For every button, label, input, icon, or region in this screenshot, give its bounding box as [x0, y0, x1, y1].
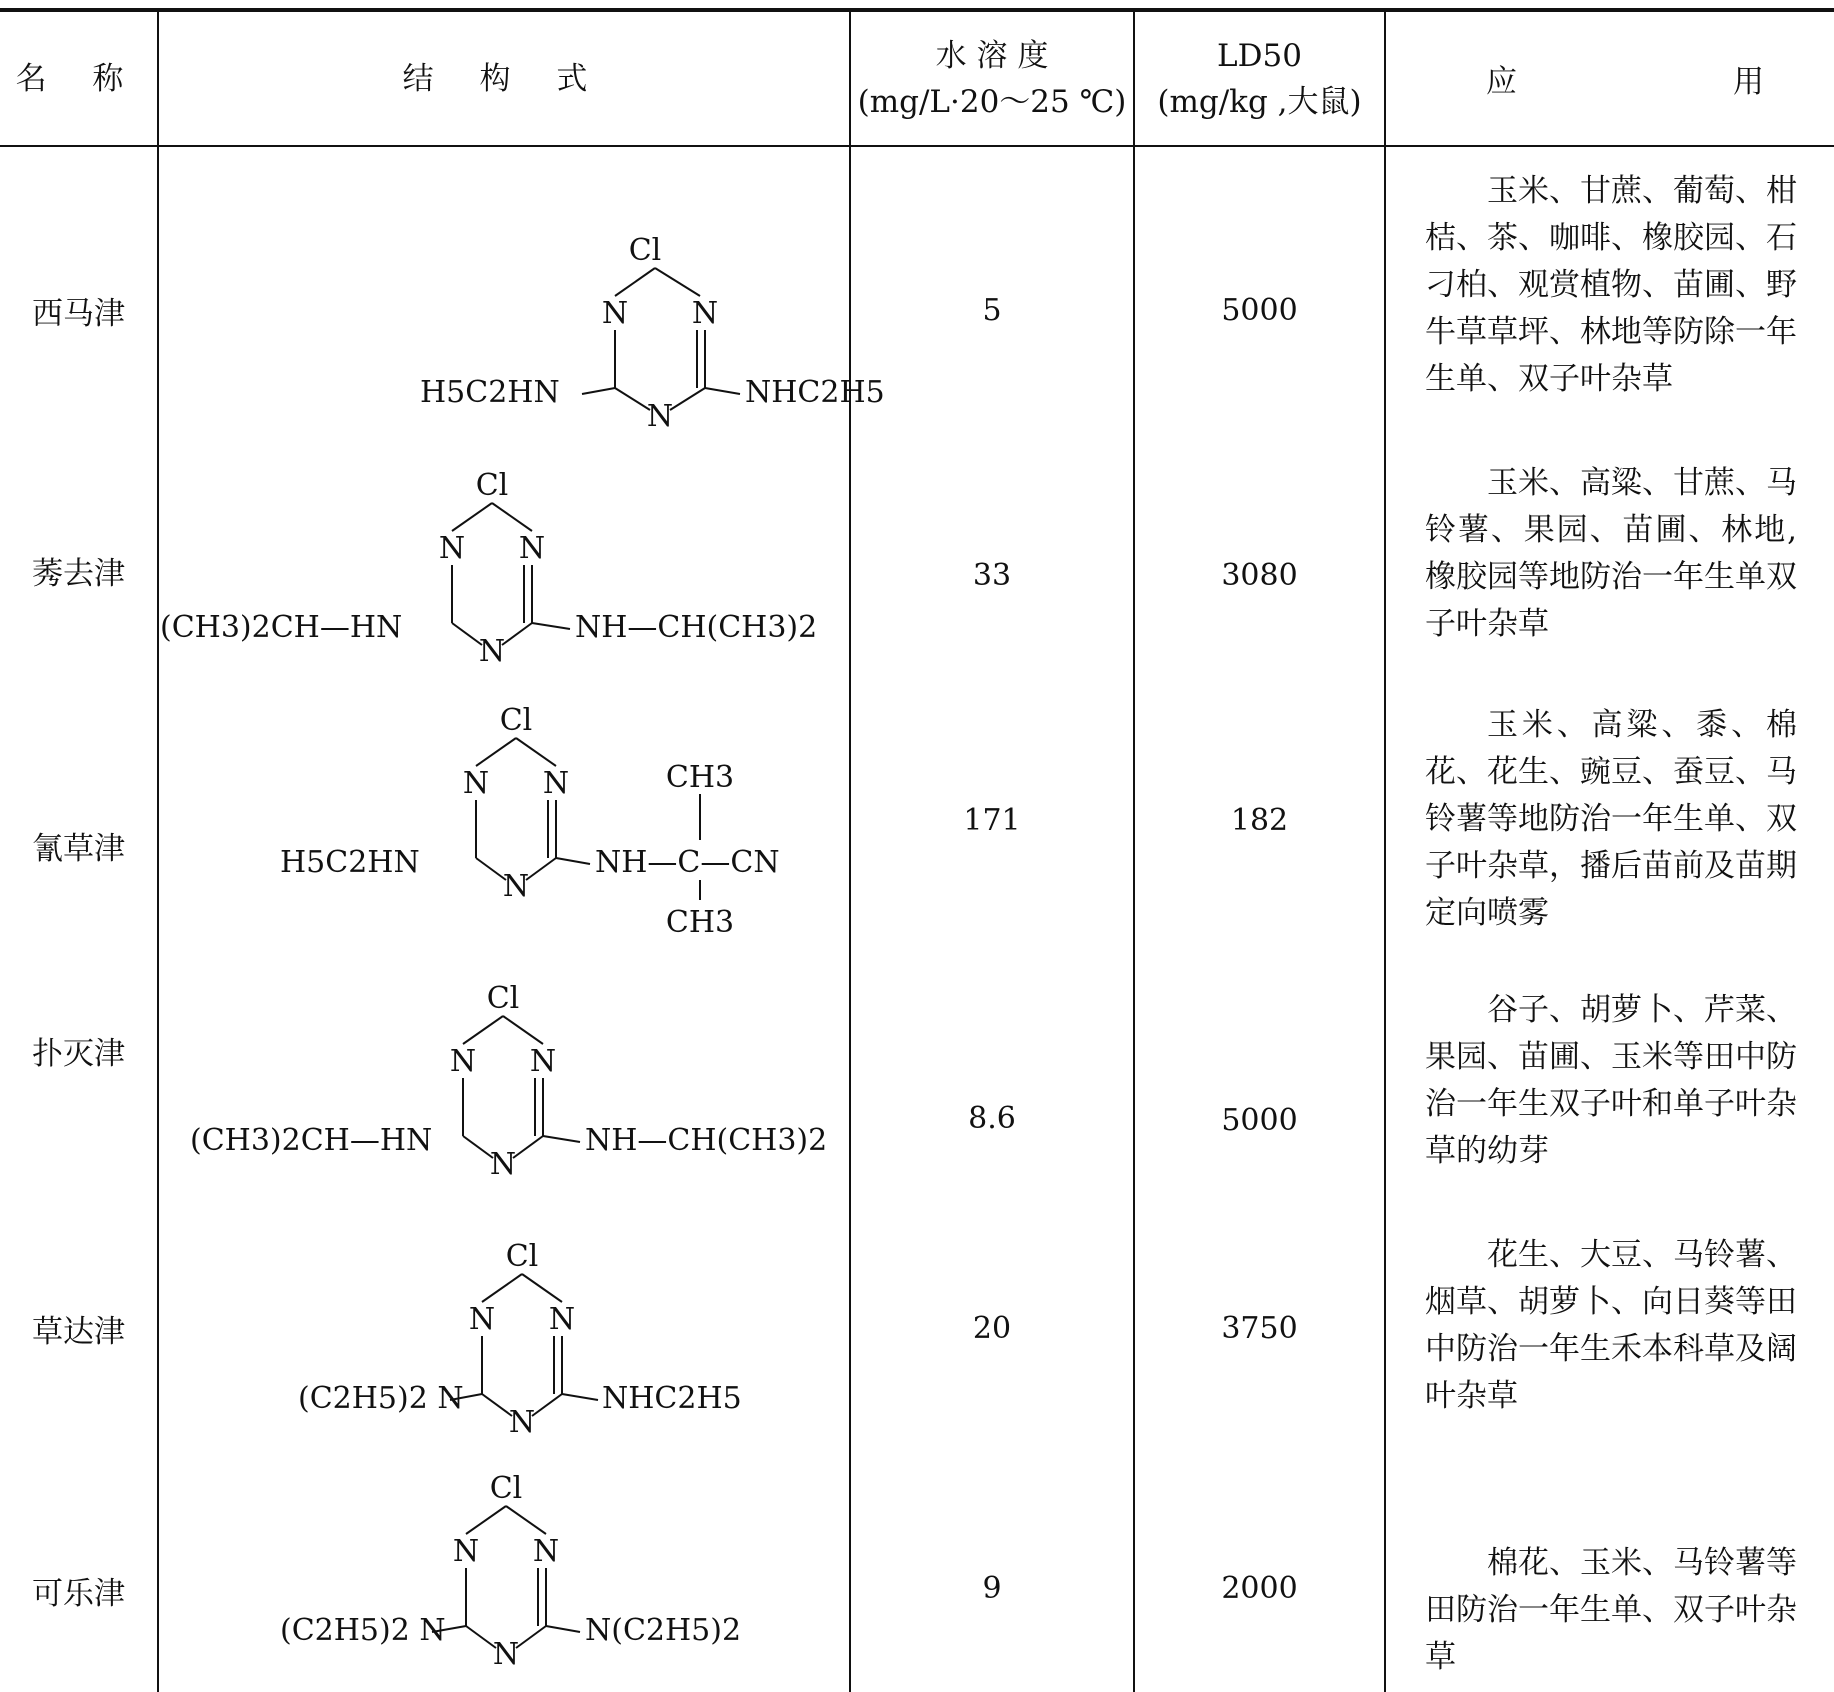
row-3-application: 玉米、高粱、黍、棉花、花生、豌豆、蚕豆、马铃薯等地防治一年生单、双子叶杂草，播后苗前及苗期定向喷雾	[1425, 707, 1797, 931]
svg-text:N: N	[478, 634, 506, 669]
svg-text:N: N	[542, 766, 570, 801]
svg-text:N: N	[532, 1534, 560, 1569]
svg-text:N: N	[529, 1044, 557, 1079]
structure-substituent-left: (C2H5)2 N	[280, 1613, 446, 1648]
svg-text:N: N	[449, 1044, 477, 1079]
structure-substituent-right: NHC2H5	[745, 375, 885, 410]
row-6-ld50: 2000	[1221, 1570, 1298, 1606]
row-6-structure	[160, 1468, 850, 1672]
row-6-application: 棉花、玉米、马铃薯等田防治一年生单、双子叶杂草	[1425, 1545, 1797, 1675]
row-4-ld50: 5000	[1221, 1102, 1298, 1138]
svg-text:N: N	[489, 1147, 517, 1182]
row-5-name: 草达津	[32, 1313, 125, 1350]
header-solubility-line2: (mg/L·20～25 ℃)	[857, 83, 1127, 120]
row-6-name: 可乐津	[32, 1575, 125, 1612]
row-4-structure	[160, 978, 850, 1182]
column-divider	[1384, 8, 1386, 1692]
header-name-label: 名 称	[15, 60, 142, 97]
svg-text:N: N	[438, 531, 466, 566]
row-3-structure	[160, 700, 850, 945]
structure-substituent-right: NH—CH(CH3)2	[585, 1123, 828, 1158]
structure-substituent-right: NHC2H5	[602, 1381, 742, 1416]
structure-substituent-top: Cl	[628, 233, 662, 268]
row-5-ld50: 3750	[1221, 1310, 1298, 1346]
row-1-structure	[160, 230, 885, 434]
row-2-name: 莠去津	[32, 555, 125, 592]
structure-substituent-left: (CH3)2CH—HN	[160, 610, 403, 645]
header-solubility-line1: 水 溶 度	[935, 37, 1049, 74]
header-divider	[0, 145, 1834, 147]
structure-substituent-right: NH—CH(CH3)2	[575, 610, 818, 645]
row-6-solubility: 9	[982, 1570, 1002, 1606]
structure-substituent-left: (CH3)2CH—HN	[190, 1123, 433, 1158]
column-divider	[1133, 8, 1135, 1692]
row-2-ld50: 3080	[1221, 557, 1298, 593]
header-solubility	[851, 12, 1133, 145]
structure-substituent-left: H5C2HN	[280, 845, 420, 880]
structure-substituent-top: Cl	[505, 1239, 539, 1274]
row-4-name: 扑灭津	[32, 1035, 125, 1072]
header-application-char1: 应	[1486, 64, 1517, 100]
header-application-char2: 用	[1733, 64, 1764, 100]
structure-substituent-top: Cl	[489, 1471, 523, 1506]
row-5-structure	[160, 1236, 850, 1440]
row-1-name: 西马津	[32, 295, 125, 332]
row-1-ld50: 5000	[1221, 292, 1298, 328]
structure-substituent-right: NH—C—CN	[595, 845, 780, 880]
row-4-solubility: 8.6	[968, 1100, 1016, 1136]
row-5-solubility: 20	[972, 1310, 1012, 1346]
header-ld50	[1135, 12, 1384, 145]
row-3-solubility: 171	[963, 802, 1021, 838]
row-3-ld50: 182	[1230, 802, 1289, 838]
structure-substituent-left: H5C2HN	[420, 375, 560, 410]
row-2-application: 玉米、高粱、甘蔗、马铃薯、果园、苗圃、林地,橡胶园等地防治一年生单双子叶杂草	[1425, 465, 1797, 642]
header-structure	[159, 12, 849, 145]
row-5-application: 花生、大豆、马铃薯、烟草、胡萝卜、向日葵等田中防治一年生禾本科草及阔叶杂草	[1425, 1237, 1797, 1414]
svg-text:N: N	[502, 869, 530, 904]
row-1-solubility: 5	[982, 292, 1002, 328]
svg-text:N: N	[646, 399, 674, 434]
svg-text:N: N	[548, 1302, 576, 1337]
svg-text:N: N	[468, 1302, 496, 1337]
row-4-application: 谷子、胡萝卜、芹菜、果园、苗圃、玉米等田中防治一年生双子叶和单子叶杂草的幼芽	[1425, 992, 1797, 1169]
column-divider	[157, 8, 159, 1692]
structure-substituent-top: Cl	[486, 981, 520, 1016]
structure-substituent-top: Cl	[475, 468, 509, 503]
svg-text:N: N	[452, 1534, 480, 1569]
row-2-structure	[160, 465, 850, 669]
structure-substituent-right: N(C2H5)2	[585, 1613, 742, 1648]
header-ld50-line2: (mg/kg ,大鼠)	[1157, 83, 1362, 120]
svg-text:N: N	[492, 1637, 520, 1672]
structure-substituent-upper: CH3	[665, 760, 735, 795]
header-ld50-line1: LD50	[1217, 37, 1302, 74]
row-1-application: 玉米、甘蔗、葡萄、柑桔、茶、咖啡、橡胶园、石刁柏、观赏植物、苗圃、野牛草草坪、林地等防除一年生单、双子叶杂草	[1425, 173, 1797, 397]
header-application	[1386, 12, 1834, 145]
svg-text:N: N	[518, 531, 546, 566]
svg-text:N: N	[462, 766, 490, 801]
svg-text:N: N	[601, 296, 629, 331]
structure-substituent-top: Cl	[499, 703, 533, 738]
structure-substituent-lower: CH3	[665, 905, 735, 940]
header-name	[0, 12, 157, 145]
row-3-name: 氰草津	[32, 830, 125, 867]
svg-text:N: N	[508, 1405, 536, 1440]
structure-substituent-left: (C2H5)2 N	[298, 1381, 464, 1416]
header-structure-label: 结 构 式	[402, 60, 606, 97]
svg-text:N: N	[691, 296, 719, 331]
row-2-solubility: 33	[972, 557, 1012, 593]
